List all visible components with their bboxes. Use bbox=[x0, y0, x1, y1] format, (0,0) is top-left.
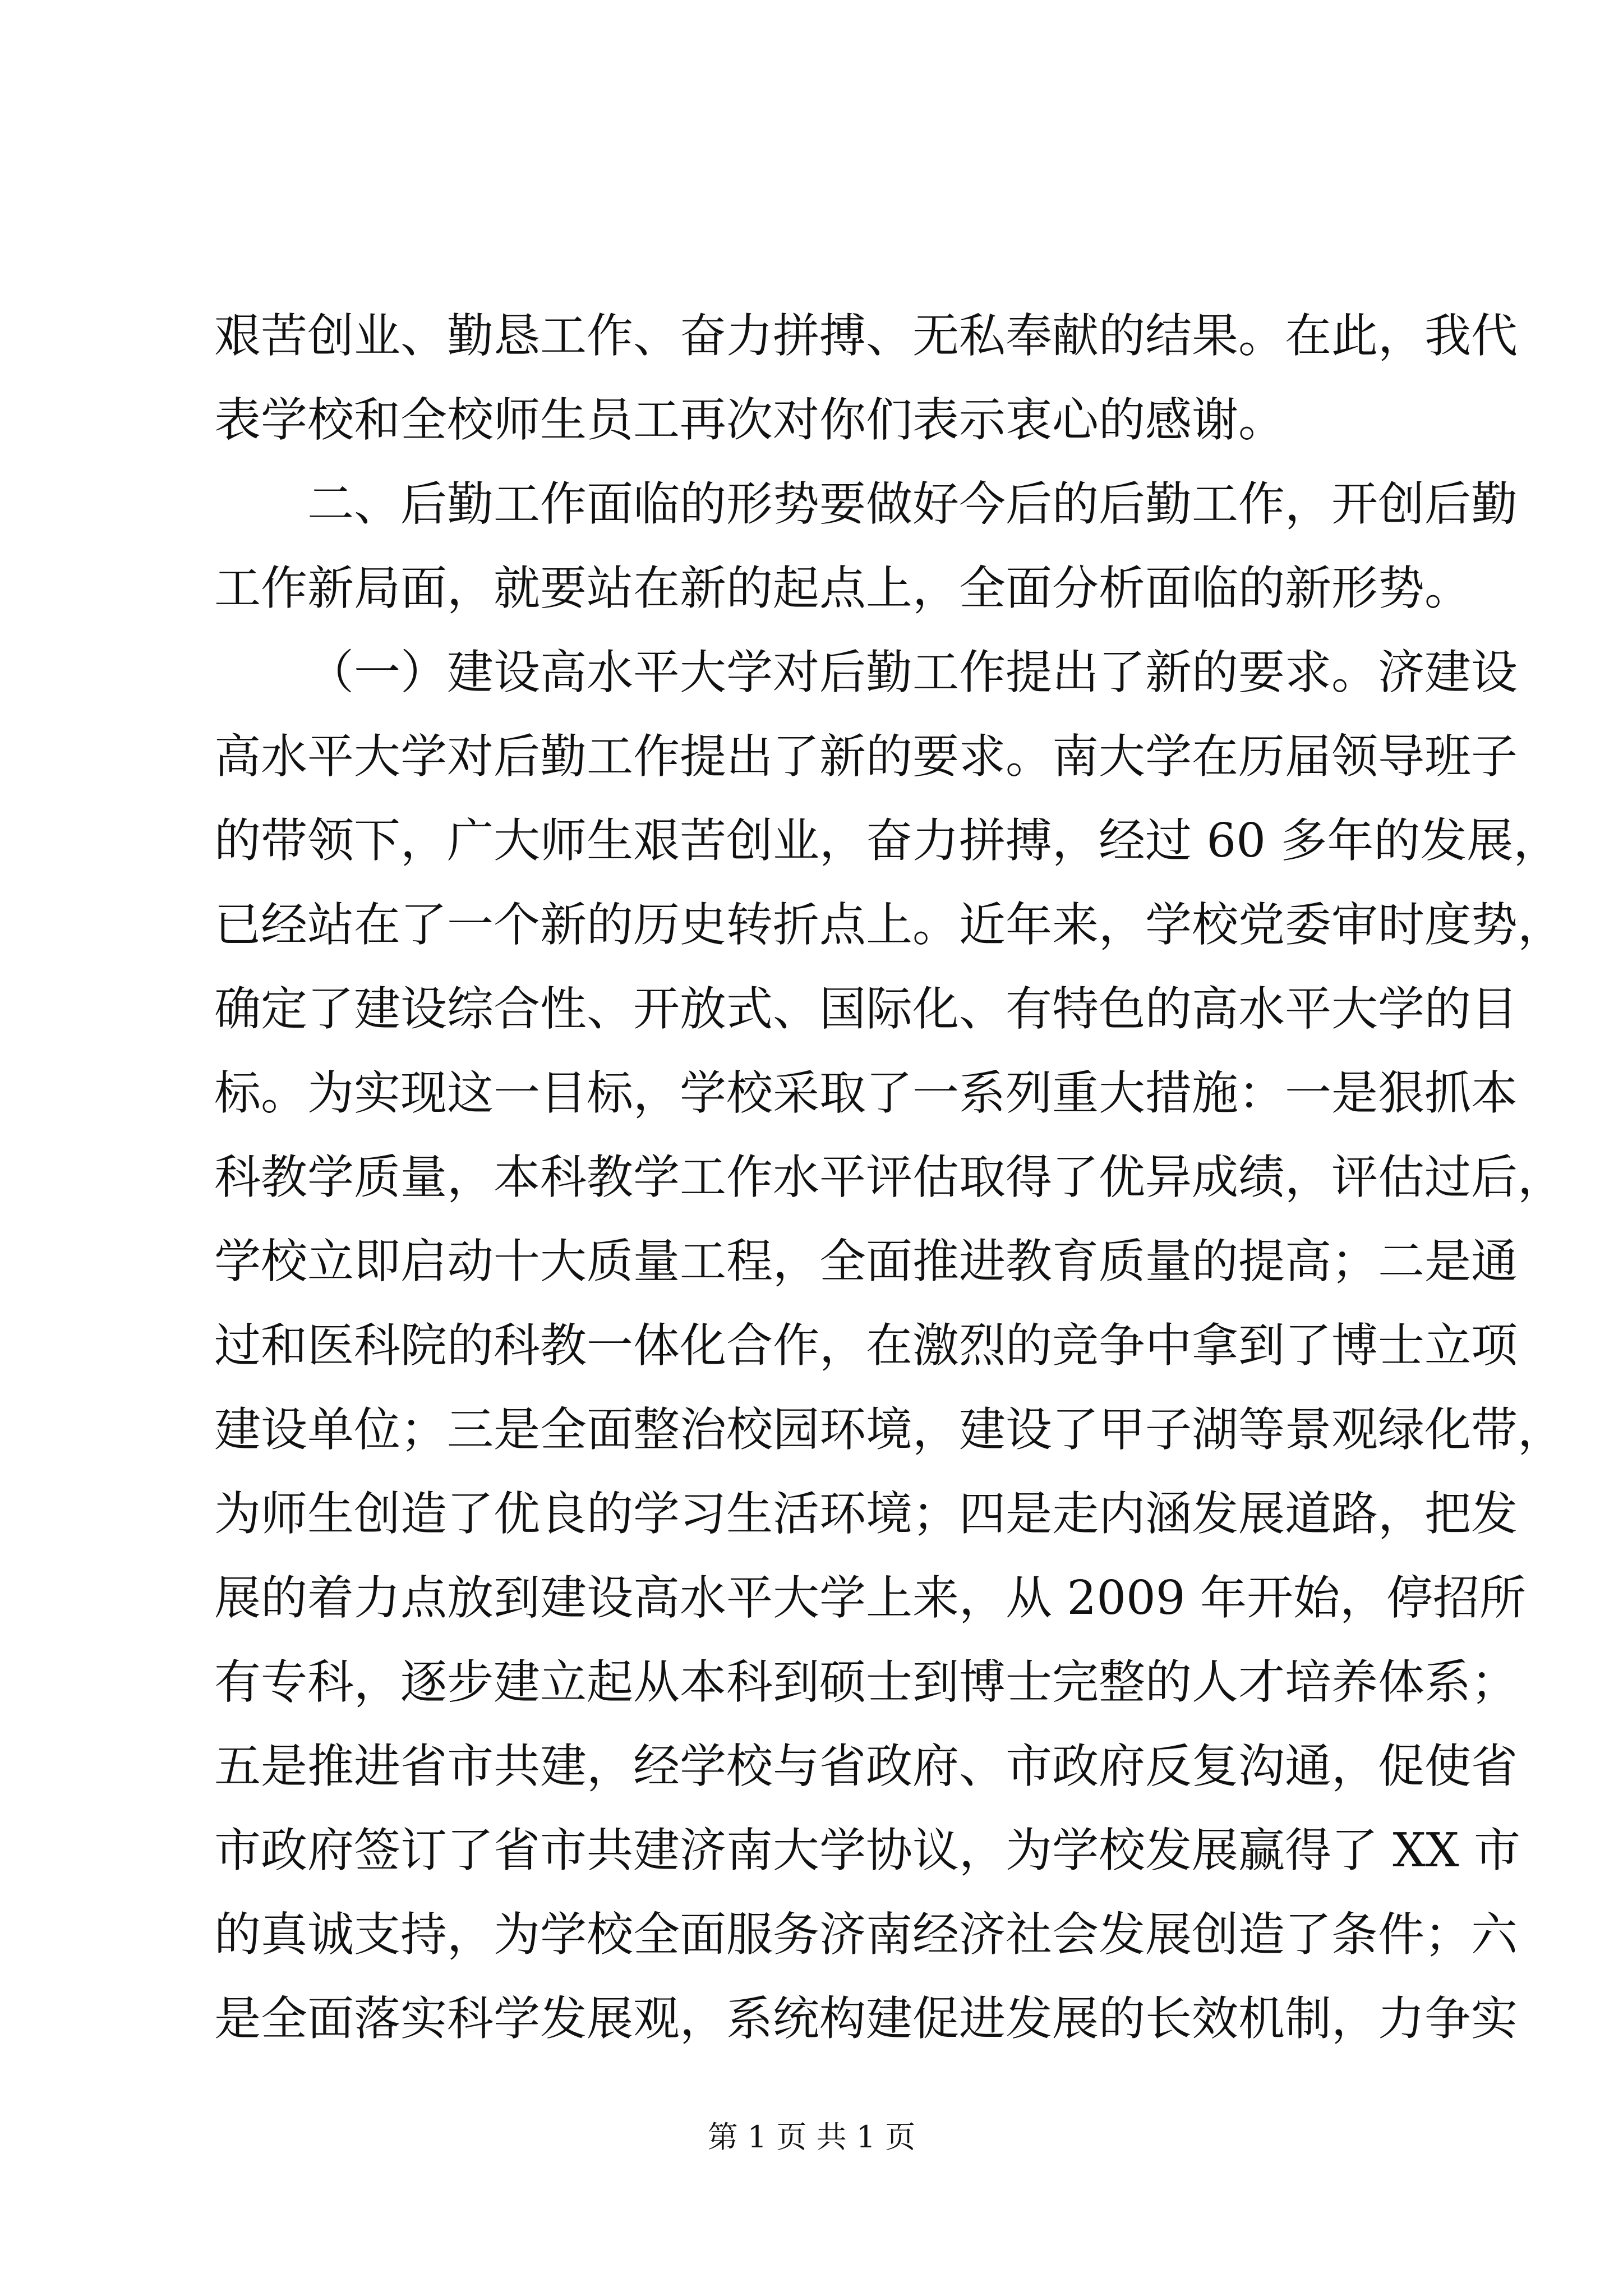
text-line: 高水平大学对后勤工作提出了新的要求。南大学在历届领导班子 bbox=[214, 729, 1518, 784]
page-number-footer: 第 1 页 共 1 页 bbox=[707, 2119, 916, 2155]
text-line: 有专科，逐步建立起从本科到硕士到博士完整的人才培养体系； bbox=[214, 1655, 1518, 1709]
text-line: 的带领下，广大师生艰苦创业，奋力拼搏，经过 60 多年的发展， bbox=[214, 813, 1560, 868]
text-line: 学校立即启动十大质量工程，全面推进教育质量的提高；二是通 bbox=[214, 1234, 1518, 1289]
text-line: 为师生创造了优良的学习生活环境；四是走内涵发展道路，把发 bbox=[214, 1487, 1518, 1541]
text-line: 市政府签订了省市共建济南大学协议，为学校发展赢得了 XX 市 bbox=[214, 1823, 1520, 1878]
text-line: 是全面落实科学发展观，系统构建促进发展的长效机制，力争实 bbox=[214, 1991, 1518, 2046]
text-line: 确定了建设综合性、开放式、国际化、有特色的高水平大学的目 bbox=[214, 982, 1518, 1036]
text-line: 科教学质量，本科教学工作水平评估取得了优异成绩，评估过后， bbox=[214, 1150, 1564, 1204]
text-line: 五是推进省市共建，经学校与省政府、市政府反复沟通，促使省 bbox=[214, 1739, 1518, 1793]
text-line: 建设单位；三是全面整治校园环境，建设了甲子湖等景观绿化带， bbox=[214, 1402, 1564, 1457]
text-line: 标。为实现这一目标，学校采取了一系列重大措施：一是狠抓本 bbox=[214, 1066, 1518, 1120]
text-line: （一）建设高水平大学对后勤工作提出了新的要求。济建设 bbox=[307, 645, 1518, 700]
text-line: 工作新局面，就要站在新的起点上，全面分析面临的新形势。 bbox=[214, 561, 1471, 615]
text-line: 展的着力点放到建设高水平大学上来，从 2009 年开始，停招所 bbox=[214, 1571, 1526, 1625]
text-line: 已经站在了一个新的历史转折点上。近年来，学校党委审时度势， bbox=[214, 898, 1564, 952]
text-line: 的真诚支持，为学校全面服务济南经济社会发展创造了条件；六 bbox=[214, 1907, 1518, 1962]
text-line: 过和医科院的科教一体化合作，在激烈的竞争中拿到了博士立项 bbox=[214, 1318, 1518, 1373]
text-line: 二、后勤工作面临的形势要做好今后的后勤工作，开创后勤 bbox=[307, 477, 1518, 531]
text-line: 表学校和全校师生员工再次对你们表示衷心的感谢。 bbox=[214, 393, 1285, 447]
text-line: 艰苦创业、勤恳工作、奋力拼搏、无私奉献的结果。在此，我代 bbox=[214, 309, 1518, 363]
